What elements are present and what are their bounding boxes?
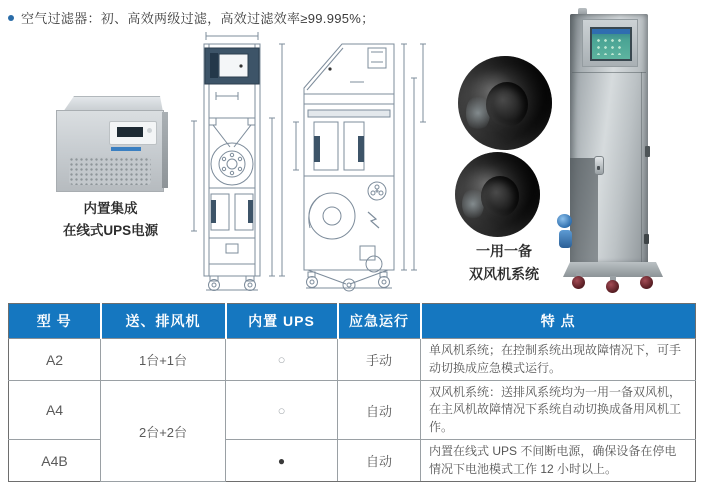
- cabinet-door-seam: [641, 72, 642, 262]
- cell-fans-merged: 2台+2台: [101, 381, 226, 482]
- table-header-row: [9, 304, 696, 339]
- air-filter-spec-text: 空气过滤器：初、高效两级过滤，高效过滤效率≥99.995%；: [21, 11, 375, 26]
- cell-emergency: 手动: [338, 339, 421, 381]
- cell-features: 双风机系统：送排风系统均为一用一备双风机，在主风机故障情况下系统自动切换成备用风机工作。: [421, 381, 696, 440]
- cell-fans: 1台+1台: [101, 339, 226, 381]
- side-view-drawing: [292, 24, 432, 296]
- caster-wheel: [606, 280, 619, 293]
- touchscreen-titlebar: [592, 29, 630, 34]
- keyhole: [597, 166, 600, 170]
- cell-model: A2: [9, 339, 101, 381]
- cabinet-seam: [572, 72, 646, 73]
- fan-photo-top: [458, 56, 552, 150]
- ups-caption-line2: 在线式UPS电源: [62, 222, 159, 238]
- ups-photo-front-face: [56, 110, 164, 192]
- ups-photo: [56, 96, 168, 194]
- front-view-drawing: [186, 26, 304, 294]
- cell-model: A4: [9, 381, 101, 440]
- cell-ups: ○: [226, 339, 338, 381]
- cell-features: 单风机系统；在控制系统出现故障情况下，可手动切换成应急模式运行。: [421, 339, 696, 381]
- header-fans: 送、排风机: [101, 304, 226, 339]
- ups-caption: [33, 198, 188, 241]
- cabinet-touchscreen: [590, 27, 632, 61]
- fan-caption-line2: 双风机系统: [469, 266, 539, 283]
- cell-ups: ○: [226, 381, 338, 440]
- cabinet-photo: [556, 6, 672, 294]
- cabinet-side-latch-lower: [644, 234, 649, 244]
- model-spec-table: [8, 303, 696, 482]
- header-model: 型 号: [9, 304, 101, 339]
- header-ups: 内置 UPS: [226, 304, 338, 339]
- caster-left: [572, 272, 586, 288]
- caster-wheel: [640, 276, 653, 289]
- cabinet-door-lock: [594, 156, 604, 175]
- fan-hub: [486, 82, 528, 127]
- cabinet-blue-fitting-upper: [557, 214, 572, 228]
- touchscreen-buttons: [595, 37, 625, 55]
- ups-vent-grille: [69, 157, 151, 185]
- cell-ups: ●: [226, 440, 338, 482]
- fan-caption: [448, 240, 560, 286]
- cell-emergency: 自动: [338, 381, 421, 440]
- fan-hub: [481, 176, 519, 217]
- cell-model: A4B: [9, 440, 101, 482]
- ups-display-panel: [109, 121, 157, 145]
- ups-caption-line1: 内置集成: [83, 201, 138, 216]
- ups-lcd-screen: [117, 127, 143, 137]
- ups-photo-side-face: [162, 112, 168, 188]
- cell-features: 内置在线式 UPS 不间断电源，确保设备在停电情况下电池模式工作 12 小时以上。: [421, 440, 696, 482]
- fan-caption-line1: 一用一备: [476, 243, 532, 259]
- ups-led: [147, 128, 152, 133]
- caster-center: [606, 276, 620, 292]
- caster-right: [640, 272, 654, 288]
- bullet-icon: [8, 15, 14, 21]
- cell-emergency: 自动: [338, 440, 421, 482]
- fan-photo-bottom: [455, 152, 540, 237]
- header-features: 特 点: [421, 304, 696, 339]
- table-row-a2: [9, 339, 696, 381]
- cabinet-side-latch: [645, 146, 650, 157]
- caster-wheel: [572, 276, 585, 289]
- header-emergency: 应急运行: [338, 304, 421, 339]
- table-row-a4: [9, 381, 696, 440]
- cabinet-blue-fitting-lower: [559, 230, 572, 248]
- ups-brand-mark: [111, 147, 141, 151]
- cabinet-control-panel: [582, 19, 638, 67]
